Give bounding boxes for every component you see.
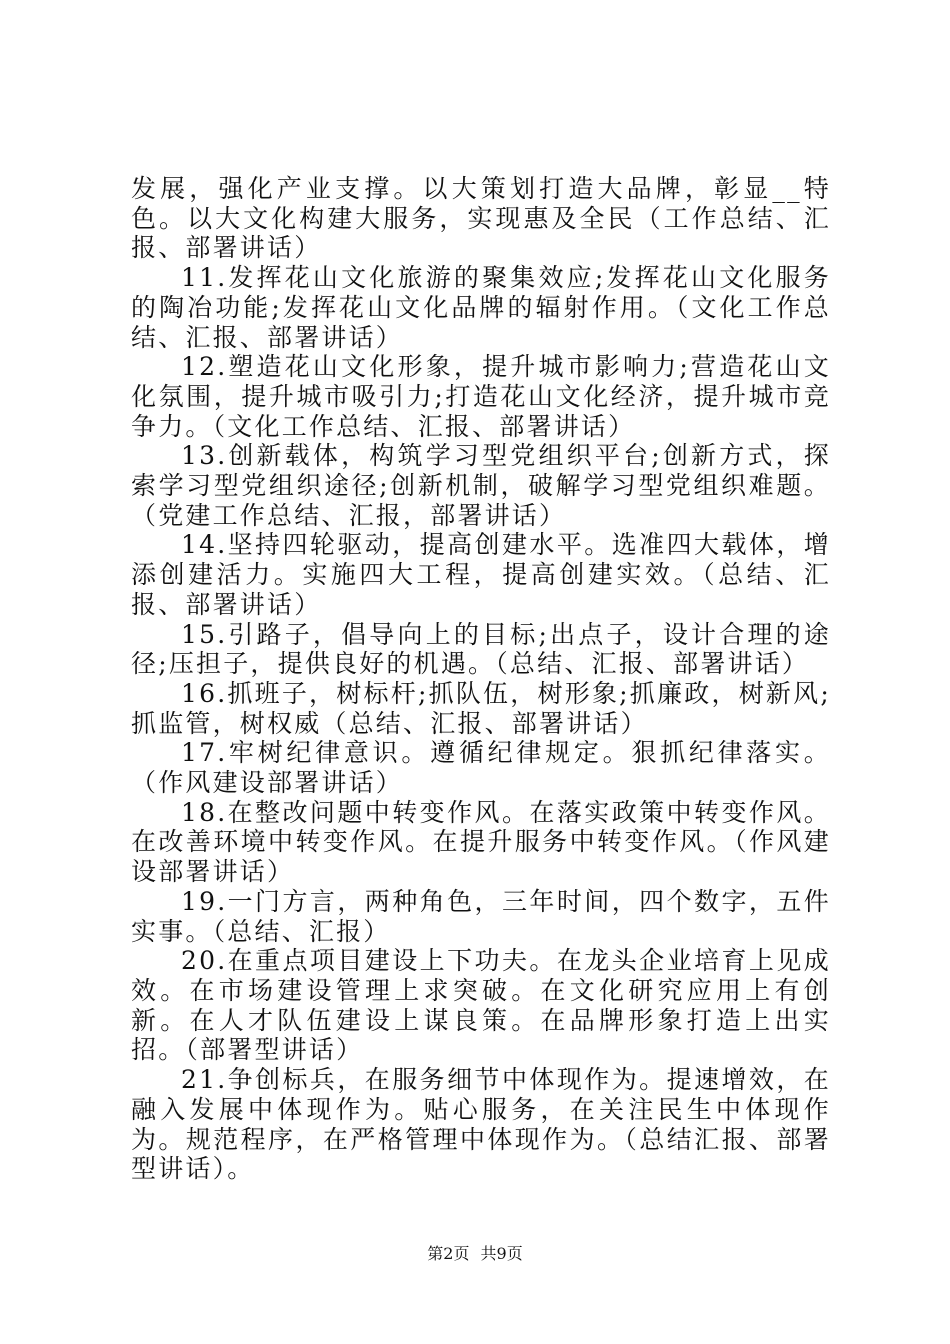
- paragraph-item-14: 14.坚持四轮驱动，提高创建水平。选准四大载体，增添创建活力。实施四大工程，提高创建实效。（总结、汇报、部署讲话）: [131, 530, 831, 619]
- document-body: [131, 174, 831, 1184]
- paragraph-item-15: 15.引路子，倡导向上的目标;出点子，设计合理的途径;压担子，提供良好的机遇。（总结、汇报、部署讲话）: [131, 619, 831, 679]
- paragraph-item-16: 16.抓班子，树标杆;抓队伍，树形象;抓廉政，树新风;抓监管，树权威（总结、汇报、部署讲话）: [131, 678, 831, 738]
- paragraph-item-18: 18.在整改问题中转变作风。在落实政策中转变作风。在改善环境中转变作风。在提升服务中转变作风。（作风建设部署讲话）: [131, 797, 831, 887]
- paragraph-item-17: 17.牢树纪律意识。遵循纪律规定。狠抓纪律落实。（作风建设部署讲话）: [131, 738, 831, 798]
- paragraph-continued: 发展，强化产业支撑。以大策划打造大品牌，彰显__特色。以大文化构建大服务，实现惠及全民（工作总结、汇报、部署讲话）: [131, 174, 831, 263]
- page-total: 共9页: [480, 1244, 523, 1263]
- paragraph-item-21: 21.争创标兵，在服务细节中体现作为。提速增效，在融入发展中体现作为。贴心服务，在关注民生中体现作为。规范程序，在严格管理中体现作为。（总结汇报、部署型讲话）。: [131, 1065, 831, 1184]
- paragraph-item-20: 20.在重点项目建设上下功夫。在龙头企业培育上见成效。在市场建设管理上求突破。在文化研究应用上有创新。在人才队伍建设上谋良策。在品牌形象打造上出实招。（部署型讲话）: [131, 946, 831, 1065]
- paragraph-item-19: 19.一门方言，两种角色，三年时间，四个数字，五件实事。（总结、汇报）: [131, 886, 831, 946]
- paragraph-item-12: 12.塑造花山文化形象，提升城市影响力;营造花山文化氛围，提升城市吸引力;打造花山文化经济，提升城市竞争力。（文化工作总结、汇报、部署讲话）: [131, 352, 831, 441]
- paragraph-item-13: 13.创新载体，构筑学习型党组织平台;创新方式，探索学习型党组织途径;创新机制，破解学习型党组织难题。（党建工作总结、汇报，部署讲话）: [131, 441, 831, 530]
- paragraph-item-11: 11.发挥花山文化旅游的聚集效应;发挥花山文化服务的陶冶功能;发挥花山文化品牌的辐射作用。（文化工作总结、汇报、部署讲话）: [131, 263, 831, 352]
- page-footer: [0, 1244, 950, 1264]
- page-number: 第2页: [427, 1244, 470, 1263]
